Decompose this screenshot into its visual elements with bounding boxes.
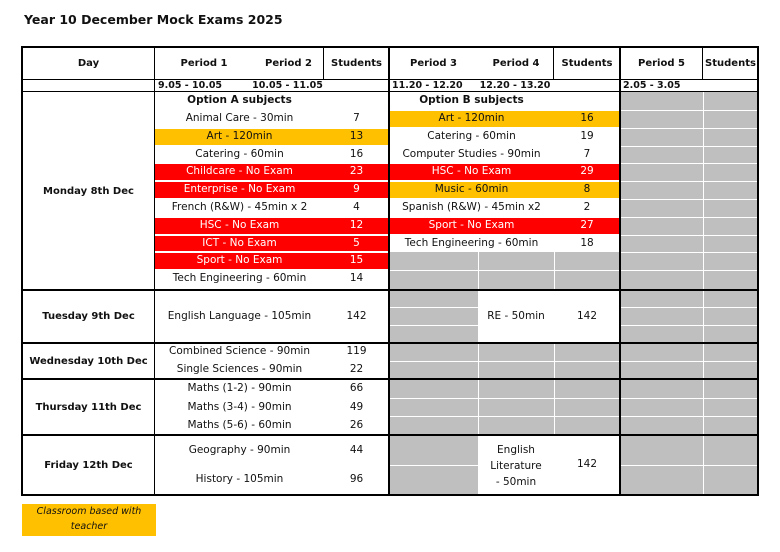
tue-exam-a: English Language - 105min xyxy=(167,309,312,322)
option-a-students: 14 xyxy=(349,272,364,285)
option-a-subject: ICT - No Exam xyxy=(155,236,324,252)
header-period-2: Period 2 xyxy=(265,58,312,69)
grey-block-mon-b xyxy=(389,252,620,290)
option-b-students: 2 xyxy=(583,201,591,214)
grey-block-mon-p5-line xyxy=(620,252,758,253)
option-b-subject: Computer Studies - 90min xyxy=(402,147,541,160)
grey-block-thu-b-line xyxy=(478,379,479,435)
time-period-5: 2.05 - 3.05 xyxy=(623,79,681,91)
grey-block-fri-p5-line xyxy=(703,435,704,495)
option-a-subject: Tech Engineering - 60min xyxy=(172,272,307,285)
fri-exam-b: English Literature - 50min xyxy=(490,443,542,489)
grey-block-fri-p5-line xyxy=(620,465,758,466)
colour-key-classroom: Classroom based with teacher xyxy=(22,504,156,536)
grey-block-mon-b-line xyxy=(554,252,555,290)
grid-line xyxy=(22,378,758,380)
option-b-subject: Sport - No Exam xyxy=(389,218,554,234)
tue-students-b: 142 xyxy=(576,309,598,322)
option-b-students: 8 xyxy=(554,182,620,198)
wed-students: 22 xyxy=(349,363,364,376)
thu-students: 49 xyxy=(349,400,364,413)
thu-exam: Maths (3-4) - 90min xyxy=(187,400,292,413)
option-a-students: 13 xyxy=(324,129,389,145)
grey-block-tue-p3-line xyxy=(389,307,478,308)
header-day: Day xyxy=(77,58,100,69)
option-b-students: 29 xyxy=(554,164,620,180)
option-b-students: 27 xyxy=(554,218,620,234)
grey-block-tue-p3-line xyxy=(389,325,478,326)
grid-line xyxy=(553,46,554,80)
wed-exam: Combined Science - 90min xyxy=(168,345,310,358)
grey-block-tue-p5-line xyxy=(620,325,758,326)
wed-exam: Single Sciences - 90min xyxy=(176,363,303,376)
option-b-students: 18 xyxy=(580,236,594,249)
option-b-subject: Tech Engineering - 60min xyxy=(404,236,539,249)
grey-block-tue-p5-line xyxy=(620,307,758,308)
grid-line xyxy=(21,46,23,496)
grid-line xyxy=(22,342,758,344)
grid-line xyxy=(388,46,390,496)
grid-line xyxy=(22,46,758,48)
option-a-students: 9 xyxy=(324,182,389,198)
time-period-2: 10.05 - 11.05 xyxy=(252,79,323,91)
header-students-c: Students xyxy=(705,58,756,69)
grey-block-wed-b-line xyxy=(703,343,704,379)
grid-line xyxy=(22,434,758,436)
grey-block-mon-p5-line xyxy=(620,217,758,218)
grey-block-thu-b-line xyxy=(554,379,555,435)
grey-block-tue-p5 xyxy=(620,290,758,343)
grey-block-mon-p5-line xyxy=(620,128,758,129)
grid-line xyxy=(22,79,758,80)
grey-block-tue-p3 xyxy=(389,290,478,343)
grid-line xyxy=(22,91,758,92)
grey-block-mon-p5-line xyxy=(620,146,758,147)
grey-block-wed-b-line xyxy=(478,343,479,379)
fri-students-a: 44 xyxy=(349,444,364,457)
option-a-subject: Art - 120min xyxy=(155,129,324,145)
time-period-4: 12.20 - 13.20 xyxy=(479,79,551,91)
thu-students: 66 xyxy=(349,382,364,395)
fri-exam-a: History - 105min xyxy=(195,473,284,486)
option-a-subject: Animal Care - 30min xyxy=(185,112,294,125)
grid-line xyxy=(619,46,621,496)
option-a-students: 16 xyxy=(349,147,364,160)
option-a-subject: Enterprise - No Exam xyxy=(155,182,324,198)
thu-students: 26 xyxy=(349,419,364,432)
header-students-b: Students xyxy=(561,58,613,69)
grey-block-thu-b-line xyxy=(703,379,704,435)
day-label-monday: Monday 8th Dec xyxy=(43,185,134,197)
grey-block-mon-b-line xyxy=(478,252,479,290)
option-b-subject: Catering - 60min xyxy=(427,129,516,142)
fri-students-a: 96 xyxy=(349,473,364,486)
header-period-4: Period 4 xyxy=(492,58,540,69)
wed-students: 119 xyxy=(346,345,367,358)
grey-block-mon-p5-line xyxy=(620,235,758,236)
option-a-students: 7 xyxy=(353,112,360,125)
grey-block-tue-p5-line xyxy=(703,290,704,343)
grey-block-mon-p5-line xyxy=(620,270,758,271)
grid-line xyxy=(702,46,703,80)
day-label-tuesday: Tuesday 9th Dec xyxy=(42,311,135,322)
grid-line xyxy=(154,46,155,496)
thu-exam: Maths (1-2) - 90min xyxy=(187,382,292,395)
grey-block-fri-p3-line xyxy=(389,465,478,466)
header-period-3: Period 3 xyxy=(410,58,457,69)
grid-line xyxy=(22,494,758,496)
grid-line xyxy=(757,46,759,496)
grid-line xyxy=(22,289,758,291)
day-label-wednesday: Wednesday 10th Dec xyxy=(29,355,148,367)
option-b-students: 7 xyxy=(583,147,591,160)
grey-block-mon-p5-line xyxy=(620,163,758,164)
option-b-students: 19 xyxy=(580,129,594,142)
option-a-students: 15 xyxy=(324,253,389,269)
tue-students-a: 142 xyxy=(346,309,367,322)
option-a-students: 4 xyxy=(353,201,360,214)
option-a-students: 5 xyxy=(324,236,389,252)
option-a-subject: Sport - No Exam xyxy=(155,253,324,269)
fri-exam-a: Geography - 90min xyxy=(188,444,291,457)
header-period-5: Period 5 xyxy=(638,58,685,69)
option-a-students: 12 xyxy=(324,218,389,234)
grey-block-mon-p5-line xyxy=(620,199,758,200)
option-a-heading: Option A subjects xyxy=(187,94,292,107)
time-period-1: 9.05 - 10.05 xyxy=(158,79,223,91)
option-a-subject: French (R&W) - 45min x 2 xyxy=(171,201,308,214)
option-a-subject: Catering - 60min xyxy=(195,147,284,160)
fri-students-b: 142 xyxy=(576,458,598,471)
tue-exam-b: RE - 50min xyxy=(487,309,545,322)
grey-block-mon-p5 xyxy=(620,92,758,290)
option-a-subject: HSC - No Exam xyxy=(155,218,324,234)
option-a-subject: Childcare - No Exam xyxy=(155,164,324,180)
option-b-subject: Spanish (R&W) - 45min x2 xyxy=(402,201,541,214)
grey-block-wed-b-line xyxy=(554,343,555,379)
option-b-subject: Art - 120min xyxy=(389,111,554,127)
page-title: Year 10 December Mock Exams 2025 xyxy=(24,12,283,27)
option-a-students: 23 xyxy=(324,164,389,180)
grey-block-mon-p5-line xyxy=(703,92,704,290)
option-b-subject: HSC - No Exam xyxy=(389,164,554,180)
option-b-subject: Music - 60min xyxy=(389,182,554,198)
grey-block-mon-p5-line xyxy=(620,181,758,182)
option-b-students: 16 xyxy=(554,111,620,127)
grey-block-mon-b-line xyxy=(389,270,620,271)
grey-block-mon-p5-line xyxy=(620,110,758,111)
header-period-1: Period 1 xyxy=(180,58,228,69)
day-label-friday: Friday 12th Dec xyxy=(44,459,133,471)
day-label-thursday: Thursday 11th Dec xyxy=(35,401,142,413)
thu-exam: Maths (5-6) - 60min xyxy=(187,419,292,432)
grid-line xyxy=(323,46,324,80)
time-period-3: 11.20 - 12.20 xyxy=(392,79,463,91)
option-b-heading: Option B subjects xyxy=(419,94,524,107)
header-students-a: Students xyxy=(331,58,382,69)
